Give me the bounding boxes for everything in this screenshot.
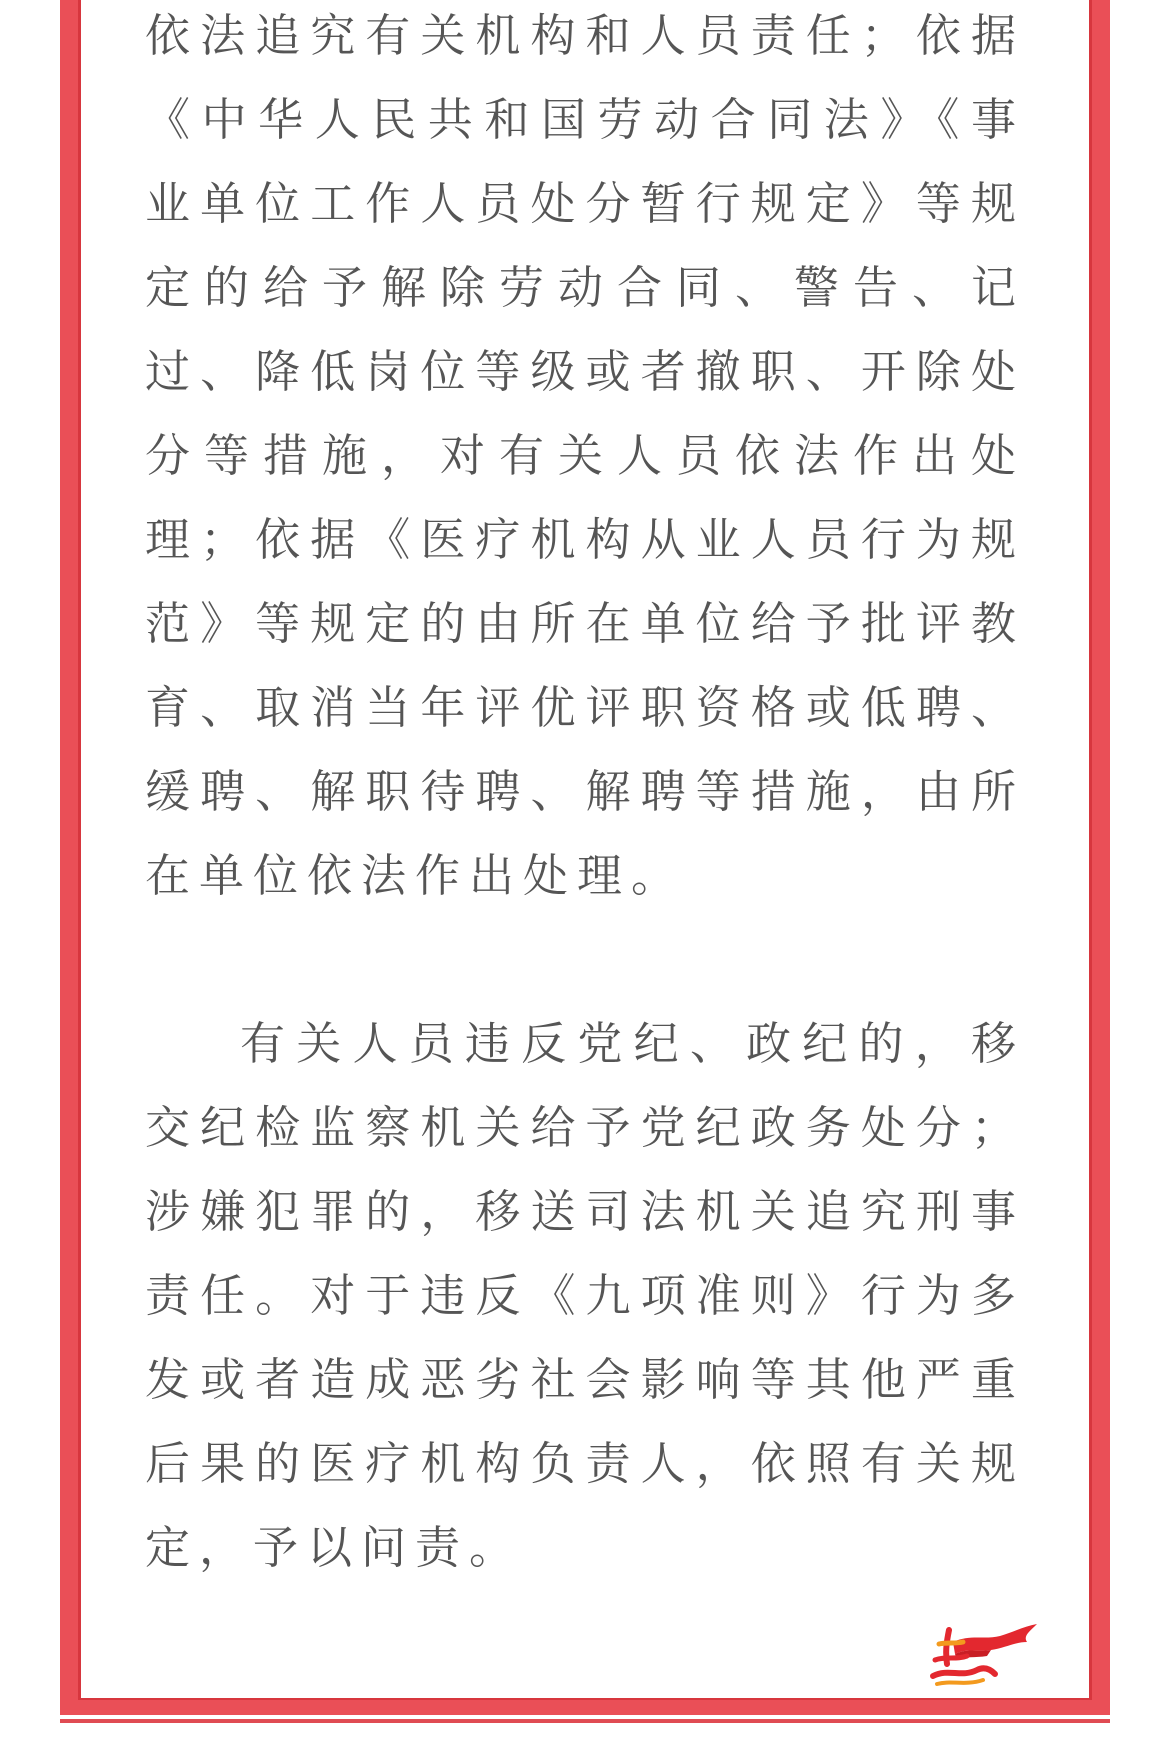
red-flag-ribbon-logo-icon (925, 1620, 1040, 1692)
frame-bottom-border (60, 1700, 1110, 1715)
article-paragraph-2: 有关人员违反党纪、政纪的，移交纪检监察机关给予党纪政务处分；涉嫌犯罪的，移送司法机关追究刑事责任。对于违反《九项准则》行为多发或者造成恶劣社会影响等其他严重后果的医疗机构负责人，依照有关规定，予以问责。 (145, 1017, 1025, 1574)
frame-left-inner-line (78, 0, 81, 1700)
frame-left-border (60, 0, 78, 1715)
article-body (145, 0, 1025, 1590)
frame-right-inner-line (1089, 0, 1092, 1700)
frame-base-line (60, 1719, 1110, 1723)
article-paragraph-1: 依法追究有关机构和人员责任；依据《中华人民共和国劳动合同法》《事业单位工作人员处分暂行规定》等规定的给予解除劳动合同、警告、记过、降低岗位等级或者撤职、开除处分等措施，对有关人员依法作出处理；依据《医疗机构从业人员行为规范》等规定的由所在单位给予批评教育、取消当年评优评职资格或低聘、缓聘、解职待聘、解聘等措施，由所在单位依法作出处理。 (145, 9, 1025, 902)
frame-right-border (1092, 0, 1110, 1715)
